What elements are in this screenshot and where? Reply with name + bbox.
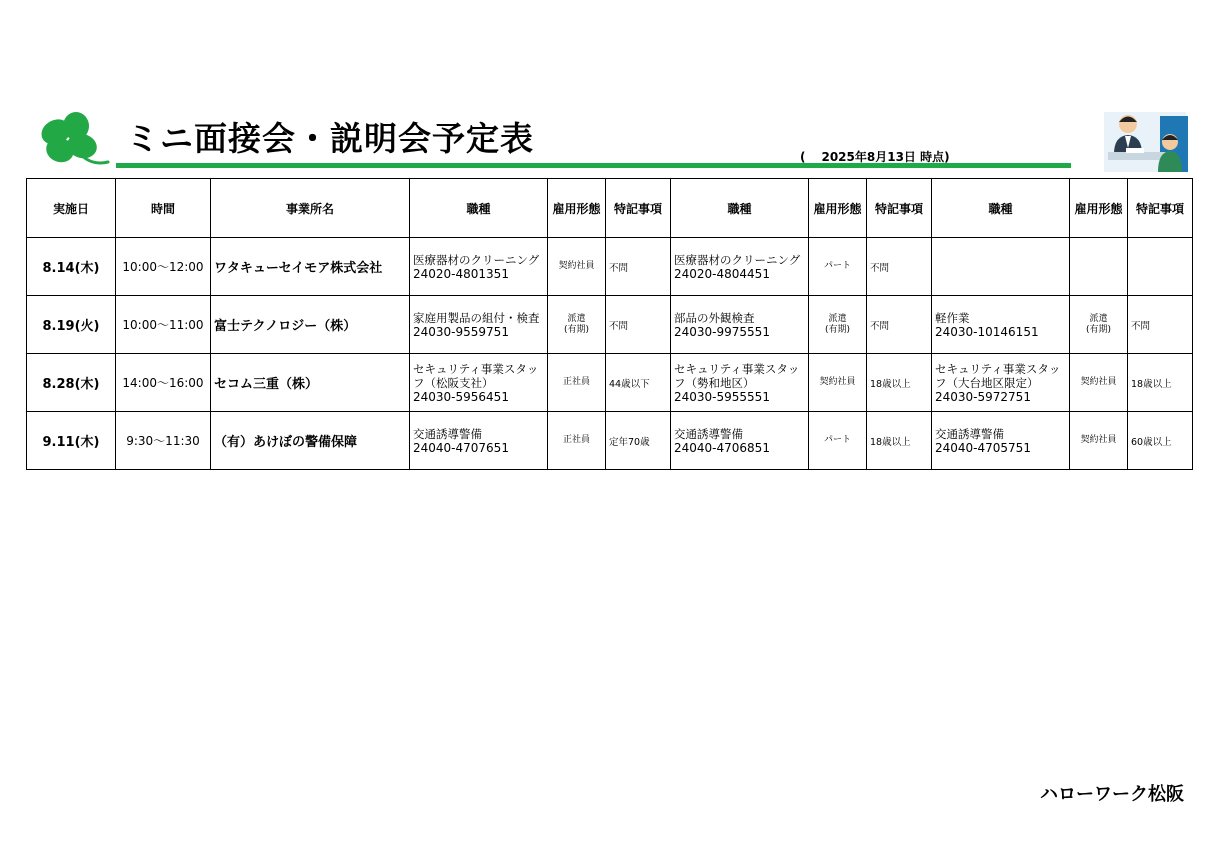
column-header: 雇用形態 — [809, 179, 867, 238]
job-cell — [671, 238, 809, 296]
employment-type-cell: パート — [809, 412, 867, 470]
job-cell — [932, 412, 1070, 470]
table-row — [27, 412, 1193, 470]
column-header: 職種 — [932, 179, 1070, 238]
employment-type-cell: 契約社員 — [1070, 354, 1128, 412]
employment-type-cell: 派遣 (有期) — [548, 296, 606, 354]
job-cell — [932, 296, 1070, 354]
job-cell — [410, 238, 548, 296]
job-number: 24030-9559751 — [413, 324, 509, 339]
job-number: 24030-5972751 — [935, 389, 1031, 404]
page-title: ミニ面接会・説明会予定表 — [126, 119, 534, 158]
job-cell — [671, 412, 809, 470]
job-title: 家庭用製品の組付・検査 — [413, 310, 540, 325]
note-cell: 18歳以上 — [867, 412, 932, 470]
job-number: 24030-9975551 — [674, 324, 770, 339]
time-cell: 10:00～12:00 — [116, 238, 211, 296]
job-number: 24020-4804451 — [674, 266, 770, 281]
note-cell: 不問 — [606, 238, 671, 296]
table-row — [27, 296, 1193, 354]
column-header: 特記事項 — [867, 179, 932, 238]
employment-type-cell: 正社員 — [548, 412, 606, 470]
job-number: 24040-4707651 — [413, 440, 509, 455]
employment-type-cell: 派遣 (有期) — [1070, 296, 1128, 354]
note-cell: 不問 — [1128, 296, 1193, 354]
note-cell: 不問 — [606, 296, 671, 354]
table-header-row — [27, 179, 1193, 238]
column-header: 職種 — [671, 179, 809, 238]
employment-type-cell: 正社員 — [548, 354, 606, 412]
column-header: 雇用形態 — [548, 179, 606, 238]
time-cell: 10:00～11:00 — [116, 296, 211, 354]
employment-type-cell: 契約社員 — [1070, 412, 1128, 470]
job-title: セキュリティ事業スタッフ（松阪支社） — [413, 361, 539, 390]
company-cell: 富士テクノロジー（株） — [211, 296, 410, 354]
job-cell — [671, 354, 809, 412]
employment-type-cell: 契約社員 — [548, 238, 606, 296]
clover-icon — [36, 110, 112, 170]
job-number: 24030-5955551 — [674, 389, 770, 404]
note-cell — [1128, 238, 1193, 296]
note-cell: 44歳以下 — [606, 354, 671, 412]
job-number: 24020-4801351 — [413, 266, 509, 281]
schedule-table — [26, 178, 1193, 470]
table-row — [27, 238, 1193, 296]
job-cell — [410, 296, 548, 354]
job-title: セキュリティ事業スタッフ（大台地区限定） — [935, 361, 1061, 390]
as-of-date: ( 2025年8月13日 時点) — [800, 150, 950, 164]
column-header: 特記事項 — [606, 179, 671, 238]
job-title: 医療器材のクリーニング — [413, 252, 540, 267]
column-header: 特記事項 — [1128, 179, 1193, 238]
note-cell: 18歳以上 — [1128, 354, 1193, 412]
job-title: 交通誘導警備 — [413, 426, 482, 441]
note-cell: 定年70歳 — [606, 412, 671, 470]
date-cell: 8.19(火) — [27, 296, 116, 354]
column-header: 実施日 — [27, 179, 116, 238]
note-cell: 18歳以上 — [867, 354, 932, 412]
time-cell: 9:30～11:30 — [116, 412, 211, 470]
note-cell: 不問 — [867, 296, 932, 354]
job-title: 部品の外観検査 — [674, 310, 755, 325]
table-row — [27, 354, 1193, 412]
employment-type-cell: 契約社員 — [809, 354, 867, 412]
job-cell — [410, 412, 548, 470]
job-title: 軽作業 — [935, 310, 970, 325]
employment-type-cell — [1070, 238, 1128, 296]
office-name: ハローワーク松阪 — [1040, 784, 1184, 805]
column-header: 雇用形態 — [1070, 179, 1128, 238]
job-number: 24030-5956451 — [413, 389, 509, 404]
employment-type-cell: 派遣 (有期) — [809, 296, 867, 354]
date-cell: 9.11(木) — [27, 412, 116, 470]
column-header: 事業所名 — [211, 179, 410, 238]
job-number: 24030-10146151 — [935, 324, 1039, 339]
job-title: 交通誘導警備 — [935, 426, 1004, 441]
job-cell — [932, 238, 1070, 296]
column-header: 職種 — [410, 179, 548, 238]
time-cell: 14:00～16:00 — [116, 354, 211, 412]
date-cell: 8.14(木) — [27, 238, 116, 296]
job-number: 24040-4705751 — [935, 440, 1031, 455]
company-cell: （有）あけぼの警備保障 — [211, 412, 410, 470]
company-cell: セコム三重（株） — [211, 354, 410, 412]
job-title: 医療器材のクリーニング — [674, 252, 801, 267]
note-cell: 不問 — [867, 238, 932, 296]
company-cell: ワタキューセイモア株式会社 — [211, 238, 410, 296]
employment-type-cell: パート — [809, 238, 867, 296]
job-cell — [932, 354, 1070, 412]
date-cell: 8.28(木) — [27, 354, 116, 412]
job-title: 交通誘導警備 — [674, 426, 743, 441]
job-cell — [410, 354, 548, 412]
note-cell: 60歳以上 — [1128, 412, 1193, 470]
job-number: 24040-4706851 — [674, 440, 770, 455]
job-cell — [671, 296, 809, 354]
interview-illustration — [1104, 108, 1190, 174]
job-title: セキュリティ事業スタッフ（勢和地区） — [674, 361, 800, 390]
column-header: 時間 — [116, 179, 211, 238]
